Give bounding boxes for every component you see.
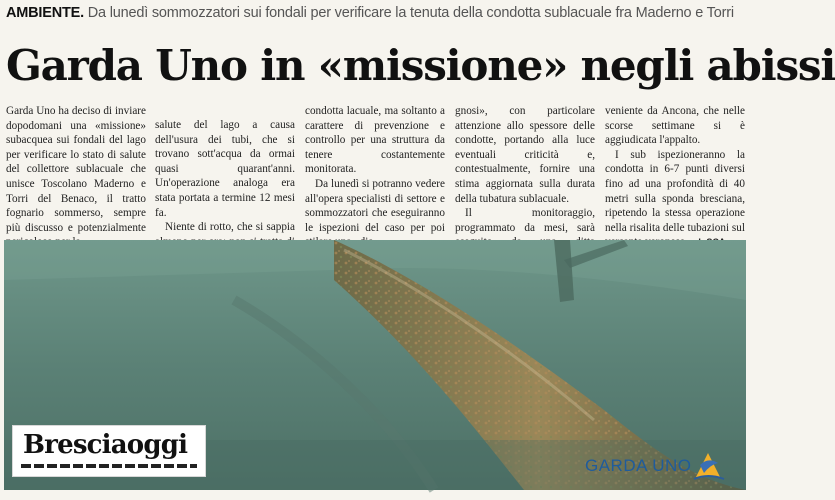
garda-uno-logo: GARDA UNO bbox=[585, 456, 692, 475]
paragraph: veniente da Ancona, che nelle scorse settimane si è aggiudicata l'appalto. bbox=[605, 105, 745, 147]
kicker-label: AMBIENTE. bbox=[6, 5, 84, 21]
paragraph: Niente di rotto, che si sappia bbox=[165, 221, 295, 234]
article-column-1 bbox=[6, 104, 146, 250]
paragraph: gnosi», con particolare attenzione allo spessore delle condotte, portando alla luce eventuali criticità e, contestualmente, fornire una stima aggiornata sulla durata della tubatura sublacuale. bbox=[455, 105, 595, 205]
logo-stripe bbox=[21, 464, 197, 468]
newspaper-logo-text: Bresciaoggi bbox=[23, 430, 188, 460]
paragraph: Garda Uno ha deciso di inviare dopodomani una «missione» subacquea sui fondali del lago per verificare lo stato di salute del collettore sublacuale che unisce Toscolano Maderno e Torri del Benaco, il tratto fognario sommerso, sempre più discusso e potenzialmente bbox=[6, 105, 146, 234]
headline: Garda Uno in «missione» negli abissi bbox=[6, 41, 835, 90]
article-column-3 bbox=[305, 104, 445, 250]
garda-uno-emblem-icon bbox=[690, 451, 726, 483]
article-column-5 bbox=[605, 104, 745, 250]
newspaper-logo bbox=[12, 425, 206, 477]
kicker-text: Da lunedì sommozzatori sui fondali per verificare la tenuta della condotta sublacuale fra Maderno e Torri bbox=[83, 5, 734, 21]
paragraph bbox=[605, 148, 745, 250]
paragraph: Da lunedì si potranno vedere all'opera specialisti di settore e sommozzatori che eseguiranno le ispezioni del caso per poi bbox=[305, 177, 445, 234]
paragraph: Il monitoraggio, programmato da mesi, sarà bbox=[455, 207, 595, 234]
paragraph: condotta lacuale, ma soltanto a carattere di prevenzione e controllo per una struttura da tenere costantemente monitorata. bbox=[305, 105, 445, 176]
kicker bbox=[6, 5, 746, 21]
paragraph-text: I sub ispezioneranno la condotta in 6-7 punti diversi fino ad una profondità di 40 metri sulla sponda bresciana, ripetendo la stessa operazione nella risalita delle tubazioni sul bbox=[605, 148, 745, 234]
paragraph: salute del lago a causa dell'usura dei tubi, che si trovano sott'acqua da ormai quasi quarant'anni. Un'operazione analoga era stata portata a termine 12 mesi fa. bbox=[155, 119, 295, 219]
